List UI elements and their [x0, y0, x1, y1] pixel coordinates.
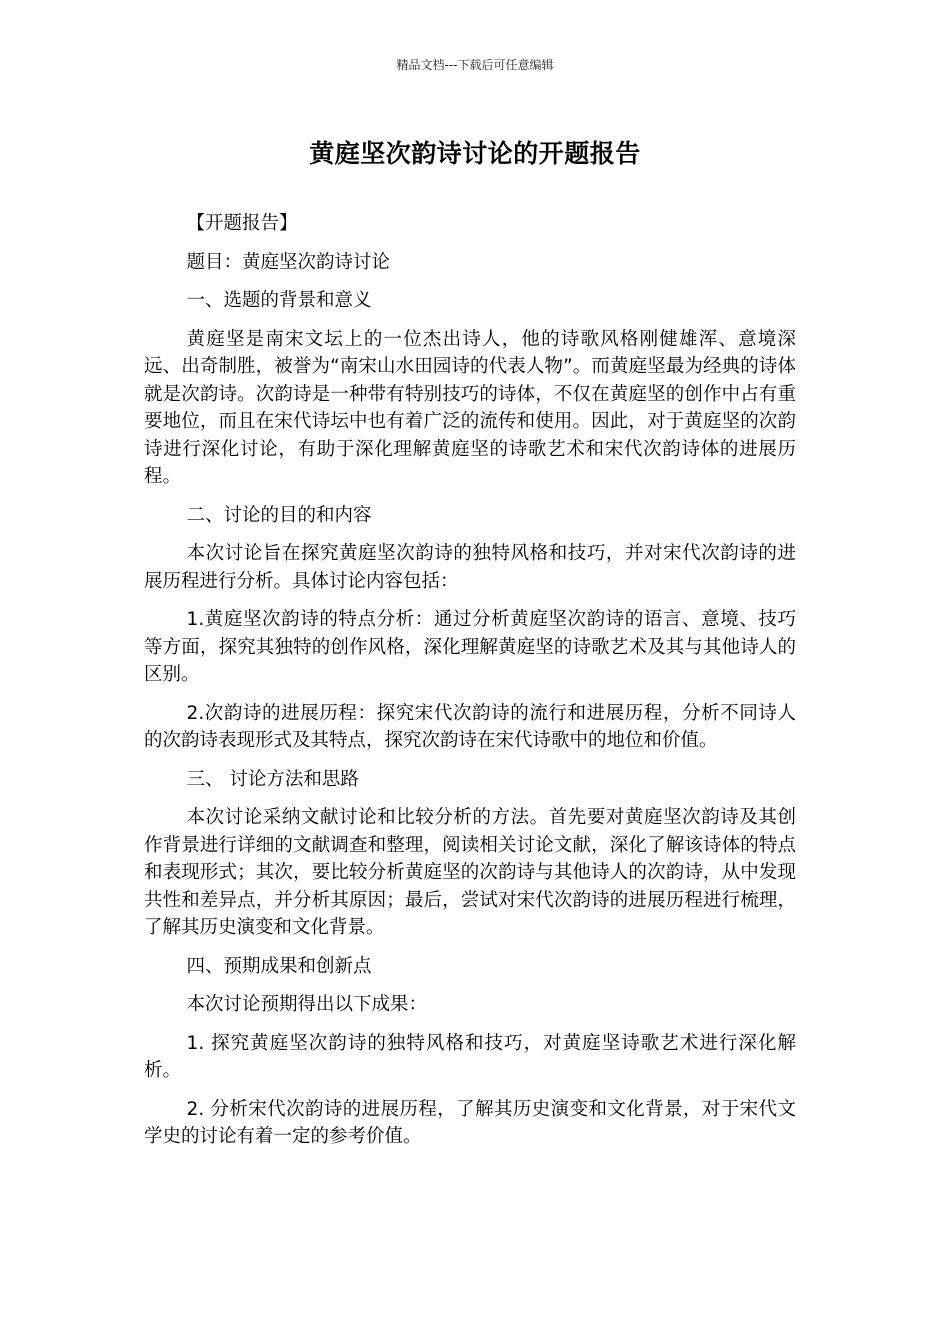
outcome-item-2: 2. 分析宋代次韵诗的进展历程，了解其历史演变和文化背景，对于宋代文学史的讨论有着一定的参考价值。: [144, 1098, 796, 1147]
purpose-paragraph: 本次讨论旨在探究黄庭坚次韵诗的独特风格和技巧，并对宋代次韵诗的进展历程进行分析。具体讨论内容包括：: [144, 543, 796, 592]
outcomes-intro: 本次讨论预期得出以下成果：: [186, 994, 428, 1015]
section-heading-method: 三、 讨论方法和思路: [186, 768, 359, 790]
document-title: 黄庭坚次韵诗讨论的开题报告: [309, 139, 641, 168]
report-label: 【开题报告】: [186, 213, 298, 234]
background-paragraph: 黄庭坚是南宋文坛上的一位杰出诗人，他的诗歌风格刚健雄浑、意境深远、出奇制胜，被誉为“南宋山水田园诗的代表人物”。而黄庭坚最为经典的诗体就是次韵诗。次韵诗是一种带有特别技巧的诗体，不仅在黄庭坚的创作中占有重要地位，而且在宋代诗坛中也有着广泛的流传和使用。因此，对于黄庭坚的次韵诗进行深化讨论，有助于深化理解黄庭坚的诗歌艺术和宋代次韵诗体的进展历程。: [144, 328, 796, 487]
page-header-note: 精品文档---下载后可任意编辑: [396, 58, 554, 72]
document-body: [144, 210, 796, 1162]
section-heading-purpose: 二、讨论的目的和内容: [186, 504, 372, 526]
section-heading-outcomes: 四、预期成果和创新点: [186, 955, 372, 977]
outcome-item-1: 1. 探究黄庭坚次韵诗的独特风格和技巧，对黄庭坚诗歌艺术进行深化解析。: [144, 1032, 796, 1081]
section-heading-background: 一、选题的背景和意义: [186, 290, 372, 311]
topic-line: 题目：黄庭坚次韵诗讨论: [186, 251, 391, 273]
purpose-item-1: 1.黄庭坚次韵诗的特点分析：通过分析黄庭坚次韵诗的语言、意境、技巧等方面，探究其独特的创作风格，深化理解黄庭坚的诗歌艺术及其与其他诗人的区别。: [144, 609, 796, 685]
method-paragraph: 本次讨论采纳文献讨论和比较分析的方法。首先要对黄庭坚次韵诗及其创作背景进行详细的文献调查和整理，阅读相关讨论文献，深化了解该诗体的特点和表现形式；其次，要比较分析黄庭坚的次韵诗与其他诗人的次韵诗，从中发现共性和差异点，并分析其原因；最后，尝试对宋代次韵诗的进展历程进行梳理，了解其历史演变和文化背景。: [144, 807, 796, 938]
purpose-item-2: 2.次韵诗的进展历程：探究宋代次韵诗的流行和进展历程，分析不同诗人的次韵诗表现形式及其特点，探究次韵诗在宋代诗歌中的地位和价值。: [144, 702, 796, 751]
